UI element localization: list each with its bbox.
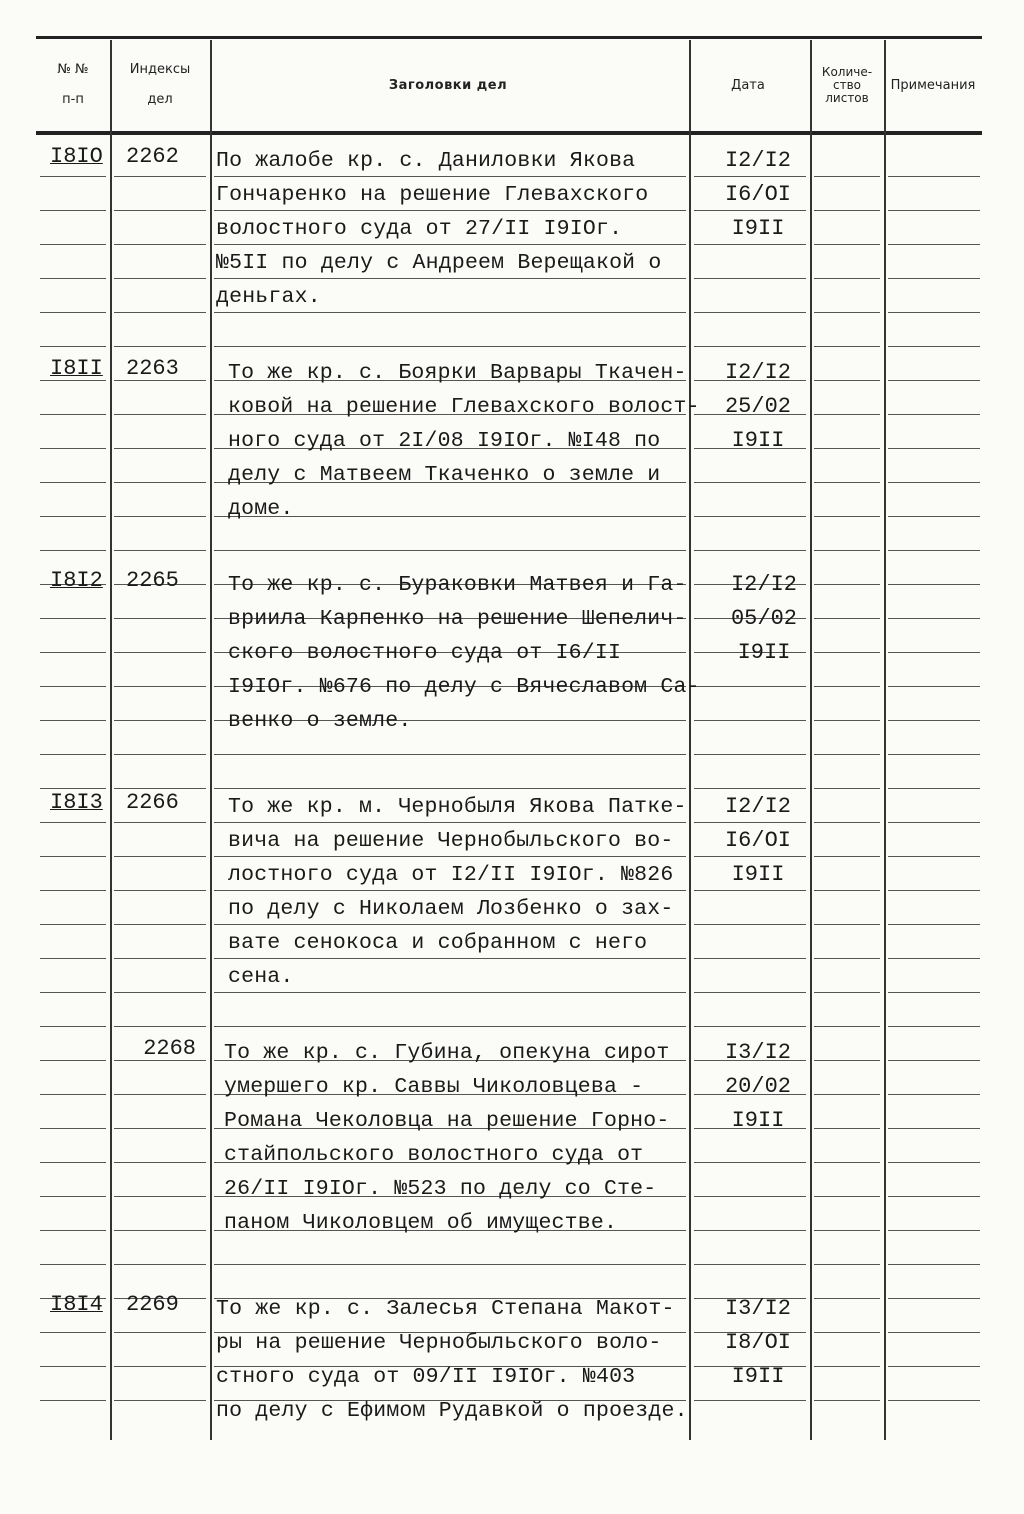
ruled-line [888,754,980,755]
header-index-sub: дел [147,92,173,107]
ruled-line [40,278,106,279]
title-line: вате сенокоса и собранном с него [228,931,648,955]
ruled-line [888,652,980,653]
ruled-line [694,1196,806,1197]
ruled-line [114,1128,206,1129]
header-title-col: Заголовки дел [388,77,508,93]
ruled-line [888,278,980,279]
title-line: ковой на решение Глевахского волост- [228,395,700,419]
ruled-line [40,312,106,313]
ruled-line [694,958,806,959]
ruled-line [694,1264,806,1265]
ruled-line [40,856,106,857]
ruled-line [40,1060,106,1061]
ruled-line [40,822,106,823]
ruled-line [114,210,206,211]
title-line: стного суда от 09/II I9IOг. №403 [216,1365,636,1389]
entry-dates [706,790,810,892]
ruled-line [888,312,980,313]
ruled-line [814,244,880,245]
ruled-line [694,278,806,279]
ruled-line [40,1366,106,1367]
ruled-line [114,1264,206,1265]
ruled-line [40,958,106,959]
ruled-line [888,1196,980,1197]
ruled-line [814,210,880,211]
ruled-line [888,992,980,993]
ruled-line [694,754,806,755]
ruled-line [694,992,806,993]
ruled-line [888,1128,980,1129]
entry-number: I8I2 [50,568,103,593]
ruled-line [814,1060,880,1061]
ruled-line [40,1128,106,1129]
ruled-line [114,958,206,959]
header-qty-l2: ство [832,77,861,92]
title-line: №5II по делу с Андреем Верещакой о [216,251,662,275]
entry-dates [706,1292,810,1394]
entry-number: I8I3 [50,790,103,815]
ruled-line [888,958,980,959]
ruled-line [888,244,980,245]
date-line: I8/OI [724,1330,791,1355]
ruled-line [40,992,106,993]
ruled-line [214,1264,686,1265]
ruled-line [114,176,206,177]
ruled-line [814,448,880,449]
ruled-line [114,618,206,619]
entry-index: 2262 [126,144,179,169]
title-line: сена. [228,965,294,989]
date-line: I2/I2 [724,148,791,173]
ruled-line [40,1230,106,1231]
ruled-line [888,924,980,925]
header-notes-col: Примечания [890,77,976,93]
entry-title [224,1036,704,1240]
title-line: То же кр. с. Боярки Варвары Ткачен- [228,361,687,385]
ruled-line [114,822,206,823]
title-line: деньгах. [216,285,321,309]
entry-title [228,790,708,994]
ruled-line [814,822,880,823]
date-line: I9II [731,1108,785,1133]
ruled-line [40,1162,106,1163]
title-line: по делу с Николаем Лозбенко о зах- [228,897,674,921]
title-line: По жалобе кр. с. Даниловки Якова [216,149,636,173]
ruled-line [40,210,106,211]
header-number-sub: п-п [62,92,84,107]
ruled-line [114,482,206,483]
entry-title [216,1292,696,1428]
date-line: I6/OI [724,182,791,207]
title-line: стайпольского волостного суда от [224,1143,644,1167]
title-line: То же кр. с. Бураковки Матвея и Га- [228,573,687,597]
ruled-line [888,516,980,517]
ruled-line [40,686,106,687]
entry-number: I8II [50,356,103,381]
ruled-line [40,1332,106,1333]
ruled-line [814,584,880,585]
entry-dates [706,1036,810,1138]
header-date-col: Дата [731,77,765,93]
title-line: То же кр. м. Чернобыля Якова Патке- [228,795,687,819]
date-line: I9II [731,1364,785,1389]
ruled-line [814,1298,880,1299]
ruled-line [114,1094,206,1095]
ruled-line [888,1094,980,1095]
title-line: лостного суда от I2/II I9IOг. №826 [228,863,674,887]
entry-title [216,144,696,314]
date-line: 05/02 [730,606,797,631]
ruled-line [40,482,106,483]
ruled-line [694,1162,806,1163]
ruled-line [114,312,206,313]
ruled-line [40,720,106,721]
date-line: I2/I2 [724,360,791,385]
column-divider [884,40,886,1440]
ruled-line [814,890,880,891]
ruled-line [888,720,980,721]
title-line: по делу с Ефимом Рудавкой о проезде. [216,1399,688,1423]
date-line: I2/I2 [724,794,791,819]
ruled-line [888,1264,980,1265]
ruled-line [814,312,880,313]
entry-title [228,356,708,526]
ruled-line [114,856,206,857]
ruled-line [114,516,206,517]
ruled-line [814,720,880,721]
ruled-line [114,414,206,415]
title-line: ного суда от 2I/08 I9IOг. №I48 по [228,429,661,453]
ruled-line [888,1230,980,1231]
column-divider [210,40,212,1440]
ruled-line [114,890,206,891]
ruled-line [40,1264,106,1265]
ruled-line [214,754,686,755]
ruled-line [814,346,880,347]
ruled-line [814,958,880,959]
header-index-label: Индексы [129,62,191,77]
date-line: I3/I2 [724,1040,791,1065]
entry-index: 2269 [126,1292,179,1317]
ruled-line [40,414,106,415]
ruled-line [40,618,106,619]
ruled-line [214,788,686,789]
date-line: I9II [731,216,785,241]
header-number-label: № № [57,62,89,77]
ruled-line [888,1298,980,1299]
header-quantity-col [810,40,884,130]
ruled-line [40,1094,106,1095]
ruled-line [694,1230,806,1231]
ruled-line [114,992,206,993]
ruled-line [888,210,980,211]
ruled-line [40,890,106,891]
ruled-line [114,448,206,449]
ruled-line [814,516,880,517]
title-line: делу с Матвеем Ткаченко о земле и [228,463,661,487]
entry-index: 2268 [143,1036,196,1061]
ruled-line [814,1196,880,1197]
ruled-line [40,346,106,347]
ruled-line [114,754,206,755]
title-line: паном Чиколовцем об имуществе. [224,1211,618,1235]
ruled-line [814,618,880,619]
ruled-line [814,652,880,653]
ruled-line [114,1026,206,1027]
ruled-line [40,244,106,245]
ruled-line [888,1332,980,1333]
ruled-line [694,788,806,789]
header-index-col [110,40,210,130]
entry-index: 2265 [126,568,179,593]
entry-index: 2266 [126,790,179,815]
entry-dates [706,356,810,458]
ruled-line [114,1162,206,1163]
ruled-line [214,346,686,347]
ruled-line [888,448,980,449]
ruled-line [814,686,880,687]
ruled-line [114,1400,206,1401]
date-line: I3/I2 [724,1296,791,1321]
ruled-line [214,1026,686,1027]
ruled-line [814,1366,880,1367]
ruled-line [814,1094,880,1095]
ruled-line [694,1026,806,1027]
ruled-line [40,1400,106,1401]
title-line: 26/II I9IOг. №523 по делу со Сте- [224,1177,657,1201]
ruled-line [888,822,980,823]
entry-number: I8IO [50,144,103,169]
ruled-line [114,550,206,551]
ruled-line [40,754,106,755]
ruled-line [814,1230,880,1231]
entry-index: 2263 [126,356,179,381]
ruled-line [40,924,106,925]
ruled-line [814,176,880,177]
title-line: ского волостного суда от I6/II [228,641,622,665]
date-line: 20/02 [724,1074,791,1099]
header-qty-l1: Количе- [821,64,873,79]
ruled-line [114,1196,206,1197]
ruled-line [40,788,106,789]
header-qty-l3: листов [825,90,869,105]
date-line: I6/OI [724,828,791,853]
ruled-line [888,414,980,415]
ruled-line [814,482,880,483]
ruled-line [114,1332,206,1333]
ruled-line [814,1264,880,1265]
ruled-line [814,754,880,755]
title-line: То же кр. с. Губина, опекуна сирот [224,1041,670,1065]
column-divider [810,40,812,1440]
date-line: I9II [731,862,785,887]
entry-dates [706,144,810,246]
ruled-line [888,1060,980,1061]
header-top-rule [36,36,982,39]
ruled-line [888,1400,980,1401]
ruled-line [694,720,806,721]
ruled-line [40,652,106,653]
ruled-line [888,856,980,857]
ruled-line [694,1400,806,1401]
title-line: доме. [228,497,294,521]
ruled-line [888,1162,980,1163]
ruled-line [888,788,980,789]
ruled-line [888,1366,980,1367]
ruled-line [888,176,980,177]
entry-number: I8I4 [50,1292,103,1317]
ruled-line [814,1162,880,1163]
header-bottom-rule [36,131,982,135]
ruled-line [888,380,980,381]
date-line: 25/02 [724,394,791,419]
ruled-line [114,278,206,279]
ruled-line [694,482,806,483]
column-divider [110,40,112,1440]
ruled-line [888,890,980,891]
title-line: вича на решение Чернобыльского во- [228,829,674,853]
ruled-line [114,720,206,721]
ruled-line [114,652,206,653]
ruled-line [694,686,806,687]
ruled-line [814,1400,880,1401]
ruled-line [114,244,206,245]
ruled-line [814,992,880,993]
ruled-line [814,278,880,279]
ruled-line [814,1332,880,1333]
ruled-line [814,856,880,857]
ruled-line [114,346,206,347]
title-line: Гончаренко на решение Глевахского [216,183,649,207]
title-line: вриила Карпенко на решение Шепелич- [228,607,687,631]
ruled-line [814,380,880,381]
ruled-line [888,584,980,585]
ruled-line [888,686,980,687]
title-line: I9IOг. №676 по делу с Вячеславом Са- [228,675,700,699]
ruled-line [40,1026,106,1027]
ruled-line [114,1230,206,1231]
ruled-line [694,312,806,313]
ruled-line [214,550,686,551]
ruled-line [40,176,106,177]
ruled-line [888,618,980,619]
title-line: То же кр. с. Залесья Степана Макот- [216,1297,675,1321]
ruled-line [40,1196,106,1197]
ruled-line [40,448,106,449]
ruled-line [814,1026,880,1027]
title-line: ры на решение Чернобыльского воло- [216,1331,662,1355]
ruled-line [814,788,880,789]
ruled-line [814,414,880,415]
ruled-line [694,550,806,551]
ruled-line [114,686,206,687]
entry-dates [712,568,816,670]
ruled-line [114,1366,206,1367]
ruled-line [694,346,806,347]
title-line: венко о земле. [228,709,412,733]
ruled-line [40,550,106,551]
ruled-line [114,924,206,925]
title-line: умершего кр. Саввы Чиколовцева - [224,1075,644,1099]
ruled-line [888,482,980,483]
title-line: волостного суда от 27/II I9IOг. [216,217,623,241]
date-line: I2/I2 [730,572,797,597]
ruled-line [114,788,206,789]
header-number-col [36,40,110,130]
ruled-line [814,924,880,925]
ruled-line [814,1128,880,1129]
ruled-line [40,516,106,517]
date-line: I9II [737,640,791,665]
ruled-line [694,924,806,925]
ruled-line [888,550,980,551]
date-line: I9II [731,428,785,453]
ruled-line [888,346,980,347]
ruled-line [814,550,880,551]
entry-title [228,568,708,738]
ruled-line [694,516,806,517]
ruled-line [888,1026,980,1027]
title-line: Романа Чеколовца на решение Горно- [224,1109,670,1133]
